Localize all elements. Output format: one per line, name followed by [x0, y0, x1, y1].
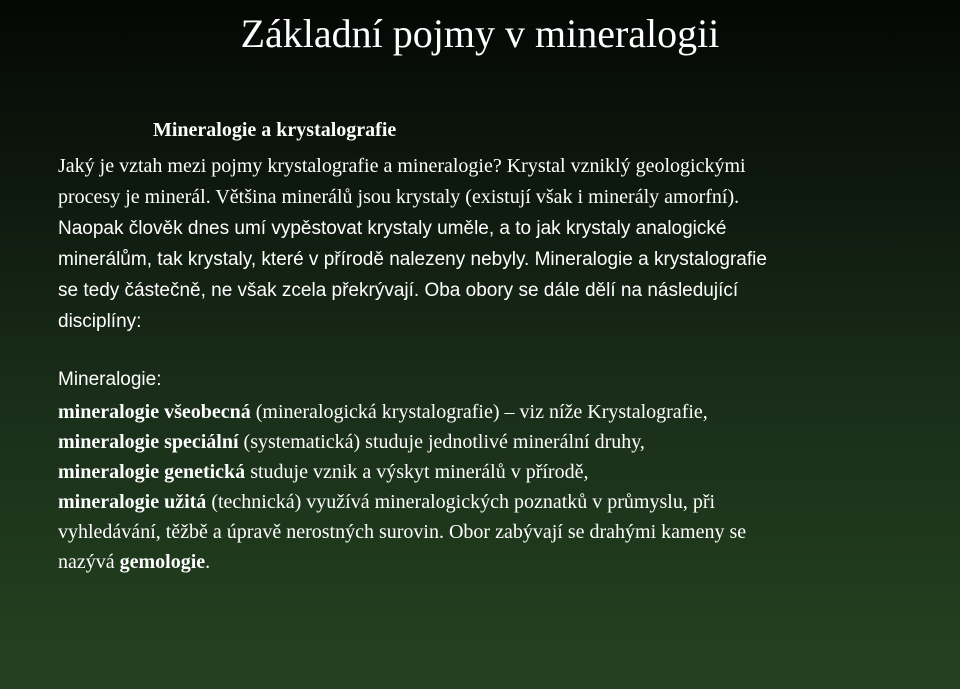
intro-line-5: se tedy částečně, ne však zcela překrývají. Oba obory se dále dělí na následující [58, 280, 739, 301]
gemology-prefix: nazývá [58, 551, 120, 573]
discipline-term: mineralogie genetická [58, 461, 246, 483]
discipline-gemology-line [58, 547, 938, 577]
discipline-term: mineralogie všeobecná [58, 401, 251, 423]
gemology-suffix: . [205, 551, 211, 573]
slide-title: Základní pojmy v mineralogii [240, 11, 720, 56]
intro-line-1: Jaký je vztah mezi pojmy krystalografie a mineralogie? Krystal vzniklý geologickými [58, 155, 746, 177]
intro-line-6: disciplíny: [58, 311, 142, 332]
intro-line-4: minerálům, tak krystaly, které v přírodě nalezeny nebyly. Mineralogie a krystalografie [58, 249, 767, 270]
discipline-term: mineralogie speciální [58, 431, 239, 453]
discipline-term: mineralogie užitá [58, 491, 207, 513]
discipline-applied-continuation: vyhledávání, těžbě a úpravě nerostných surovin. Obor zabývají se drahými kameny se [58, 521, 747, 543]
discipline-description: studuje vznik a výskyt minerálů v přírodě, [245, 461, 589, 483]
discipline-genetic [58, 457, 938, 487]
intro-line-3: Naopak člověk dnes umí vypěstovat krystaly uměle, a to jak krystaly analogické [58, 218, 727, 239]
intro-line-2: procesy je minerál. Většina minerálů jsou krystaly (existují však i minerály amorfní). [58, 186, 740, 208]
discipline-applied [58, 487, 938, 517]
mineralogy-section-label: Mineralogie: [58, 369, 162, 390]
discipline-description: (mineralogická krystalografie) – viz níže Krystalografie, [250, 401, 708, 423]
intro-paragraph [58, 151, 938, 337]
discipline-list [58, 397, 938, 577]
discipline-description: (technická) využívá mineralogických poznatků v průmyslu, při [206, 491, 716, 513]
discipline-general [58, 397, 938, 427]
gemology-term: gemologie [119, 551, 206, 573]
discipline-special [58, 427, 938, 457]
discipline-description: (systematická) studuje jednotlivé minerální druhy, [238, 431, 645, 453]
section-subtitle: Mineralogie a krystalografie [153, 119, 397, 141]
